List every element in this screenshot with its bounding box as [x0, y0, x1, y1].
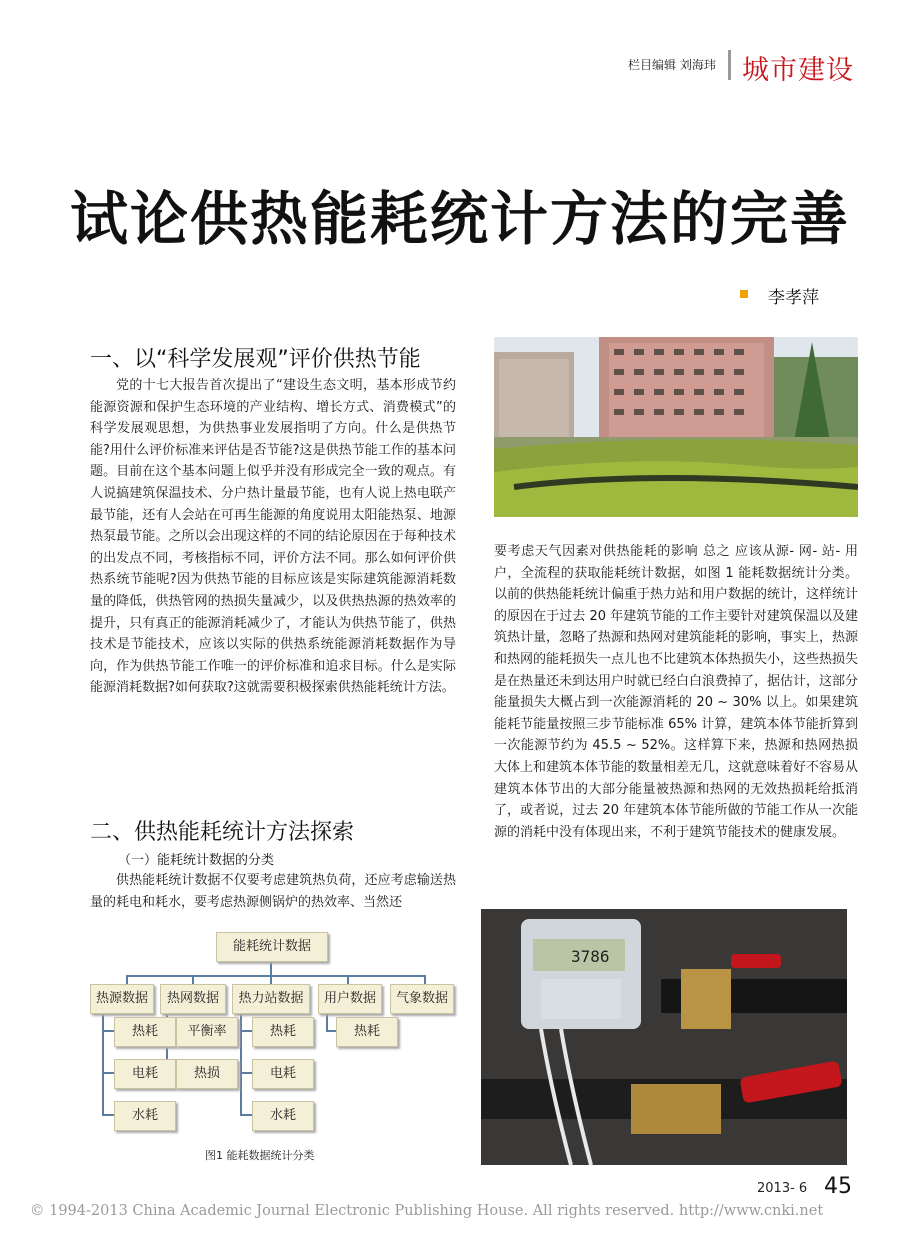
- meter-display-value: 3786: [571, 947, 610, 966]
- connector: [102, 1072, 114, 1074]
- diagram-item: 电耗: [252, 1059, 314, 1089]
- diagram-item: 热耗: [336, 1017, 398, 1047]
- diagram-item: 热耗: [252, 1017, 314, 1047]
- connector: [126, 975, 426, 977]
- connector: [240, 1114, 252, 1116]
- connector: [347, 975, 349, 984]
- connector: [240, 1072, 252, 1074]
- copyright-footer: © 1994-2013 China Academic Journal Electronic Publishing House. All rights reserved. http://www.cnki.net: [30, 1203, 824, 1219]
- diagram-category: 热源数据: [90, 984, 154, 1014]
- diagram-category: 用户数据: [318, 984, 382, 1014]
- right-column-paragraph: 要考虑天气因素对供热能耗的影响 总之 应该从源- 网- 站- 用户，全流程的获取能耗统计数据，如图 1 能耗数据统计分类。以前的供热能耗统计偏重于热力站和用户数据的统计，这样统计的原因在于过去 20 年建筑节能的工作主要针对建筑保温以及建筑热计量，忽略了热源和热网对建筑能耗的影响，事实上，热源和热网的能耗损失一点儿也不比建筑本体热损失小，这些热损失是在热量还未到达用户时就已经白白浪费掉了，据估计，这部分能量损失大概占到一次能源消耗的 20 ~ 30% 以上。如果建筑能耗节能量按照三步节能标准 65% 计算，建筑本体节能折算到一次能源节约为 45.5 ~ 52%。这样算下来，热源和热网热损大体上和建筑本体节能的数量相差无几，这就意味着好不容易从建筑本体节出的大部分能量被热源和热网的无效热损耗给抵消了，或者说，过去 20 年建筑本体节能所做的节能工作从一次能源的消耗中没有体现出来，不利于建筑节能技术的健康发展。: [494, 544, 859, 840]
- diagram-item: 水耗: [252, 1101, 314, 1131]
- author-name: 李孝萍: [768, 288, 819, 308]
- section-1-heading: 一、以“科学发展观”评价供热节能: [90, 347, 421, 372]
- connector: [102, 1012, 104, 1116]
- heat-meter-photo: [481, 909, 847, 1165]
- connector: [240, 1030, 252, 1032]
- diagram-category: 气象数据: [390, 984, 454, 1014]
- diagram-item: 热耗: [114, 1017, 176, 1047]
- diagram-root: 能耗统计数据: [216, 932, 328, 962]
- residential-building-photo: [494, 337, 858, 517]
- connector: [126, 975, 128, 984]
- connector: [102, 1114, 114, 1116]
- author-bullet: [740, 290, 748, 298]
- connector: [192, 975, 194, 984]
- connector: [270, 975, 272, 984]
- diagram-item: 电耗: [114, 1059, 176, 1089]
- issue-date: 2013- 6: [757, 1181, 808, 1196]
- connector: [270, 960, 272, 976]
- diagram-category: 热力站数据: [232, 984, 310, 1014]
- connector: [424, 975, 426, 984]
- connector: [326, 1012, 328, 1032]
- article-title: 试论供热能耗统计方法的完善: [69, 185, 850, 253]
- diagram-item: 水耗: [114, 1101, 176, 1131]
- page-number: 45: [824, 1174, 852, 1199]
- diagram-item: 平衡率: [176, 1017, 238, 1047]
- connector: [326, 1030, 336, 1032]
- connector: [102, 1030, 114, 1032]
- diagram-category: 热网数据: [160, 984, 226, 1014]
- diagram-item: 热损: [176, 1059, 238, 1089]
- energy-data-classification-diagram: [88, 930, 454, 1140]
- section-2-paragraph: 供热能耗统计数据不仅要考虑建筑热负荷，还应考虑输送热量的耗电和耗水，要考虑热源侧锅炉的热效率、当然还: [90, 873, 456, 910]
- column-editor: 栏目编辑 刘海玮: [628, 58, 716, 72]
- connector: [240, 1012, 242, 1116]
- header-divider: [728, 50, 731, 80]
- section-1-paragraph: 党的十七大报告首次提出了“建设生态文明，基本形成节约能源资源和保护生态环境的产业结构、增长方式、消费模式”的科学发展观思想，为供热事业发展指明了方向。什么是供热节能?用什么评价标准来评估是否节能?这是供热节能工作的基本问题。目前在这个基本问题上似乎并没有形成完全一致的观点。有人说搞建筑保温技术、分户热计量最节能，也有人说上热电联产最节能，还有人会站在可再生能源的角度说用太阳能热泵、地源热泵最节能。之所以会出现这样的不同的结论原因在于每种技术的出发点不同，考核指标不同，评价方法不同。那么如何评价供热系统节能呢?因为供热节能的目标应该是实际建筑能源消耗数量的降低，供热管网的热损失量减少，以及供热热源的热效率的提升，只有真正的能源消耗减少了，才能认为供热节能了，供热技术是节能技术，应该以实际的供热系统能源消耗数据作为导向，作为供热节能工作唯一的评价标准和追求目标。什么是实际能源消耗数据?如何获取?这就需要积极探索供热能耗统计方法。: [90, 378, 456, 696]
- section-2-heading: 二、供热能耗统计方法探索: [90, 820, 355, 845]
- section-2-subheading: （一）能耗统计数据的分类: [118, 853, 275, 868]
- figure-caption: 图1 能耗数据统计分类: [205, 1149, 315, 1162]
- section-name: 城市建设: [742, 55, 854, 86]
